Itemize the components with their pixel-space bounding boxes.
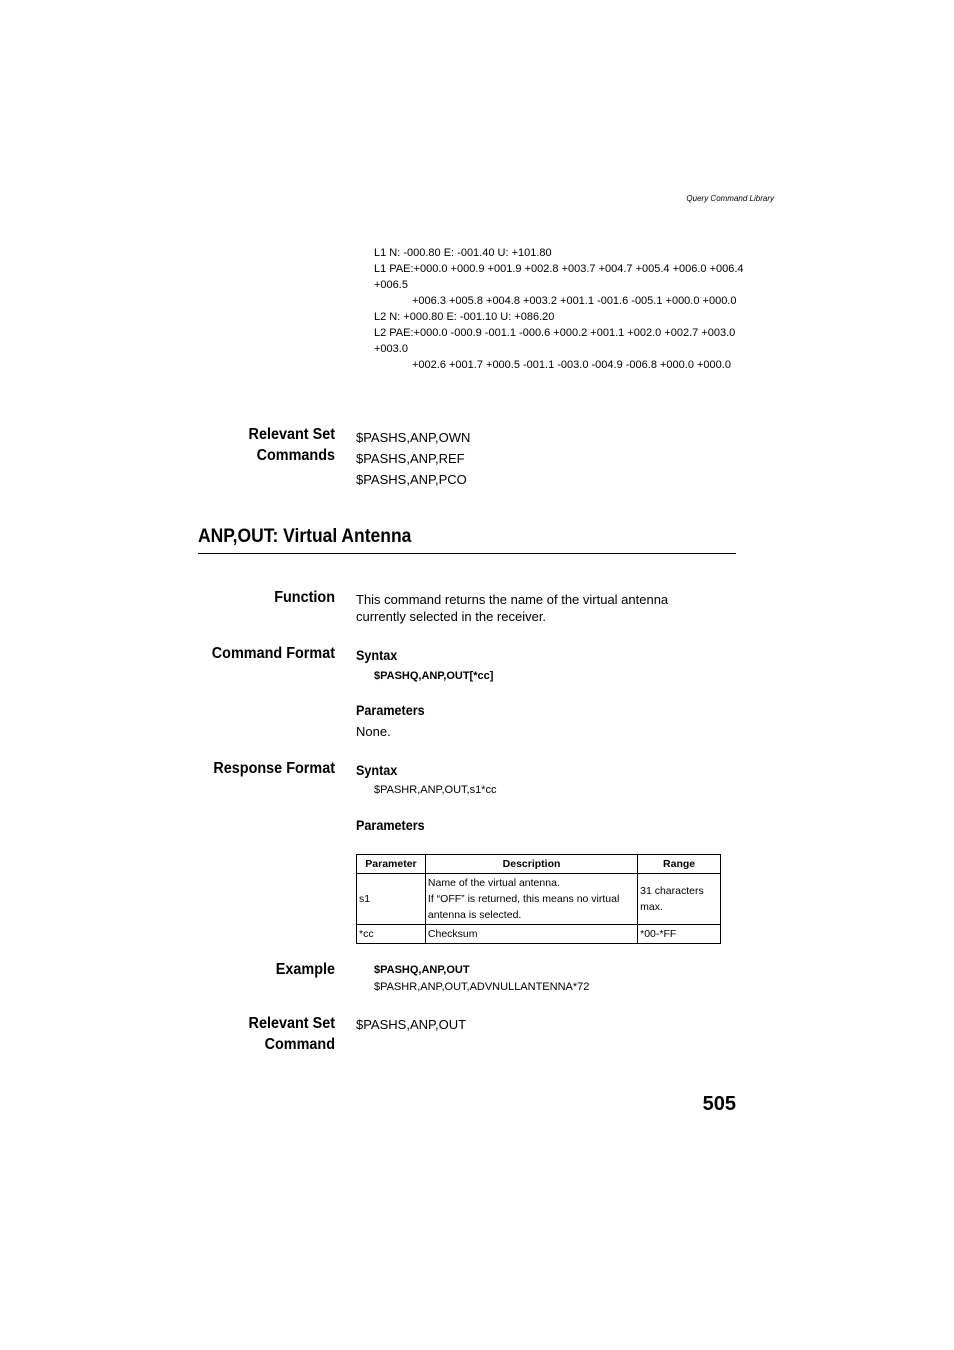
command-syntax: $PASHQ,ANP,OUT[*cc] [374,670,494,682]
command-format-label: Command Format [211,645,335,662]
function-label: Function [274,589,335,606]
table-cell: Checksum [425,925,637,944]
syntax-heading: Syntax [356,762,398,778]
table-row [357,925,721,944]
page-number: 505 [702,1093,736,1115]
command-item: $PASHS,ANP,REF [356,451,465,466]
table-cell: *cc [357,925,426,944]
table-cell: *00-*FF [638,925,721,944]
relevant-set-commands [356,427,470,490]
function-description: This command returns the name of the virtual antenna currently selected in the receiver. [356,592,669,624]
relevant-set-label: Relevant Set Command [248,1015,335,1053]
example-output-block [374,245,744,373]
output-line: +006.3 +005.8 +004.8 +003.2 +001.1 -001.6 -005.1 +000.0 +000.0 [412,295,737,307]
example-query: $PASHQ,ANP,OUT [374,964,470,976]
parameters-heading: Parameters [356,702,425,718]
example-label: Example [275,961,335,978]
command-item: $PASHS,ANP,PCO [356,472,467,487]
running-header: Query Command Library [686,194,774,203]
relevant-set-command: $PASHS,ANP,OUT [356,1017,467,1032]
section-rule [198,553,736,554]
response-syntax: $PASHR,ANP,OUT,s1*cc [374,784,497,796]
column-header: Range [638,855,721,874]
parameters-table [356,854,721,944]
output-line: +002.6 +001.7 +000.5 -001.1 -003.0 -004.9 -006.8 +000.0 +000.0 [412,359,731,371]
table-cell: s1 [357,874,426,925]
section-title: ANP,OUT: Virtual Antenna [198,526,412,547]
response-format-label: Response Format [213,760,335,777]
output-line: L1 N: -000.80 E: -001.40 U: +101.80 [374,247,552,259]
output-line: L2 PAE:+000.0 -000.9 -001.1 -000.6 +000.2 +001.1 +002.0 +002.7 +003.0 [374,327,736,339]
parameters-heading: Parameters [356,817,425,833]
table-cell: 31 characters max. [638,874,721,925]
column-header: Description [425,855,637,874]
command-item: $PASHS,ANP,OWN [356,430,471,445]
example-response: $PASHR,ANP,OUT,ADVNULLANTENNA*72 [374,981,590,993]
table-header-row [357,855,721,874]
table-cell: Name of the virtual antenna. If “OFF” is returned, this means no virtual antenna is selected. [425,874,637,925]
relevant-set-label: Relevant Set Commands [248,426,335,464]
output-line: +003.0 [374,343,408,355]
parameters-none: None. [356,724,391,739]
column-header: Parameter [357,855,426,874]
output-line: L2 N: +000.80 E: -001.10 U: +086.20 [374,311,555,323]
output-line: L1 PAE:+000.0 +000.9 +001.9 +002.8 +003.7 +004.7 +005.4 +006.0 +006.4 [374,263,744,275]
output-line: +006.5 [374,279,408,291]
table-row [357,874,721,925]
syntax-heading: Syntax [356,647,398,663]
